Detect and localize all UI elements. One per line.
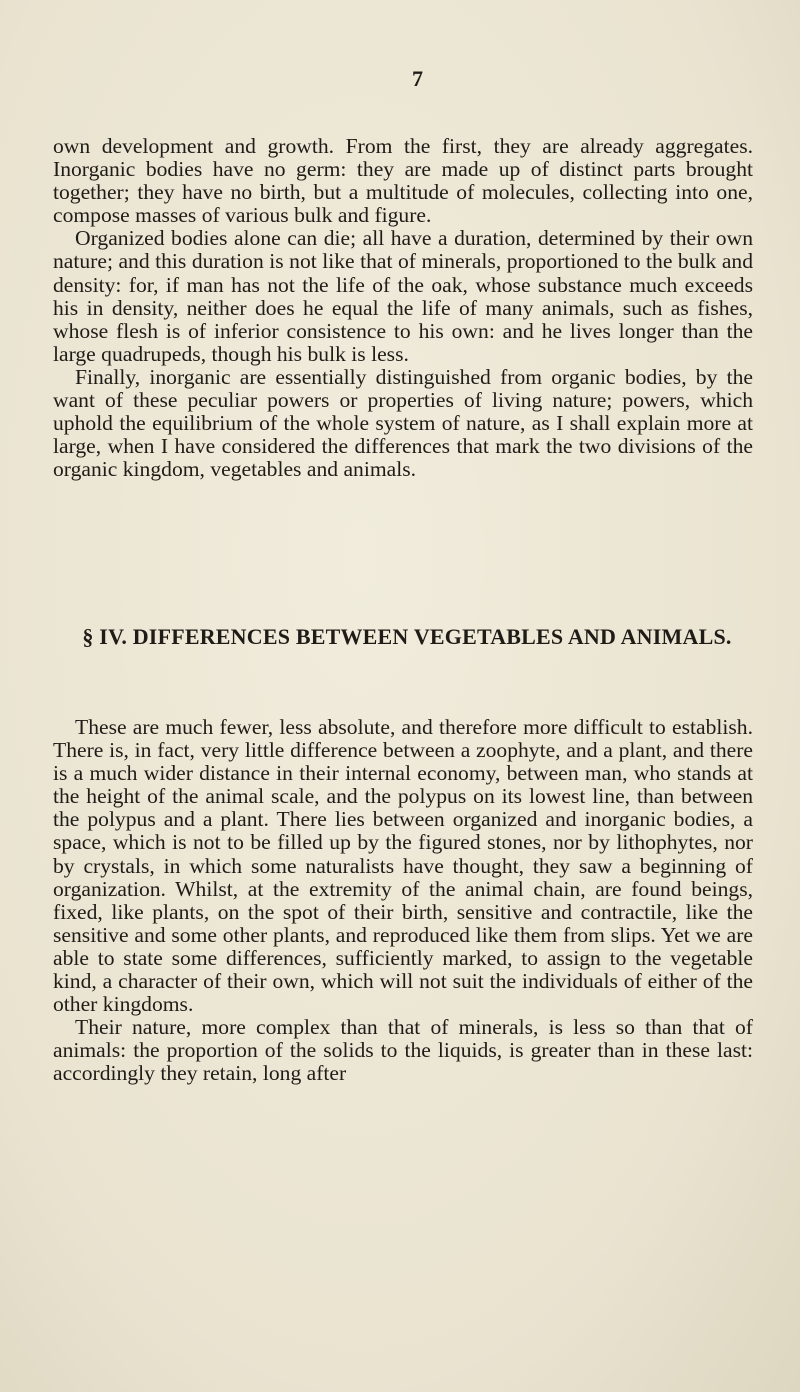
intro-text-block	[53, 135, 753, 481]
section-text-block	[53, 716, 753, 1086]
paragraph-nature: Their nature, more complex than that of minerals, is less so than that of animals: the proportion of the solids to the liquids, is greater than in these last: accordingly they retain, long after	[53, 1015, 753, 1086]
section-heading: § IV. DIFFERENCES BETWEEN VEGETABLES AND ANIMALS.	[82, 624, 732, 649]
paragraph-development: own development and growth. From the first, they are already aggregates. Inorganic bodies have no germ: they are made up of distinct parts brought together; they have no birth, but a multitude of molecules, collecting into one, compose masses of various bulk and figure.	[53, 134, 753, 228]
paragraph-differences: These are much fewer, less absolute, and therefore more difficult to establish. There is, in fact, very little difference between a zoophyte, and a plant, and there is a much wider distance in their internal economy, between man, who stands at the height of the animal scale, and the polypus on its lowest line, than between the polypus and a plant. There lies between organized and inorganic bodies, a space, which is not to be filled up by the figured stones, nor by lithophytes, nor by crystals, in which some naturalists have thought, they saw a beginning of organization. Whilst, at the extremity of the animal chain, are found beings, fixed, like plants, on the spot of their birth, sensitive and contractile, like the sensitive and some other plants, and reproduced like them from slips. Yet we are able to state some differences, sufficiently marked, to assign to the vegetable kind, a character of their own, which will not suit the individuals of either of the other kingdoms.	[53, 715, 753, 1017]
page-number: 7	[412, 66, 423, 91]
paragraph-organized-bodies: Organized bodies alone can die; all have a duration, determined by their own nature; and this duration is not like that of minerals, proportioned to the bulk and density: for, if man has not the life of the oak, whose substance much exceeds his in density, neither does he equal the life of many animals, such as fishes, whose flesh is of inferior consistence to his own: and he lives longer than the large quadrupeds, though his bulk is less.	[53, 226, 753, 366]
paragraph-inorganic-distinction: Finally, inorganic are essentially distinguished from organic bodies, by the want of these peculiar powers or properties of living nature; powers, which uphold the equilibrium of the whole system of nature, as I shall explain more at large, when I have considered the differences that mark the two divisions of the organic kingdom, vegetables and animals.	[53, 364, 753, 482]
